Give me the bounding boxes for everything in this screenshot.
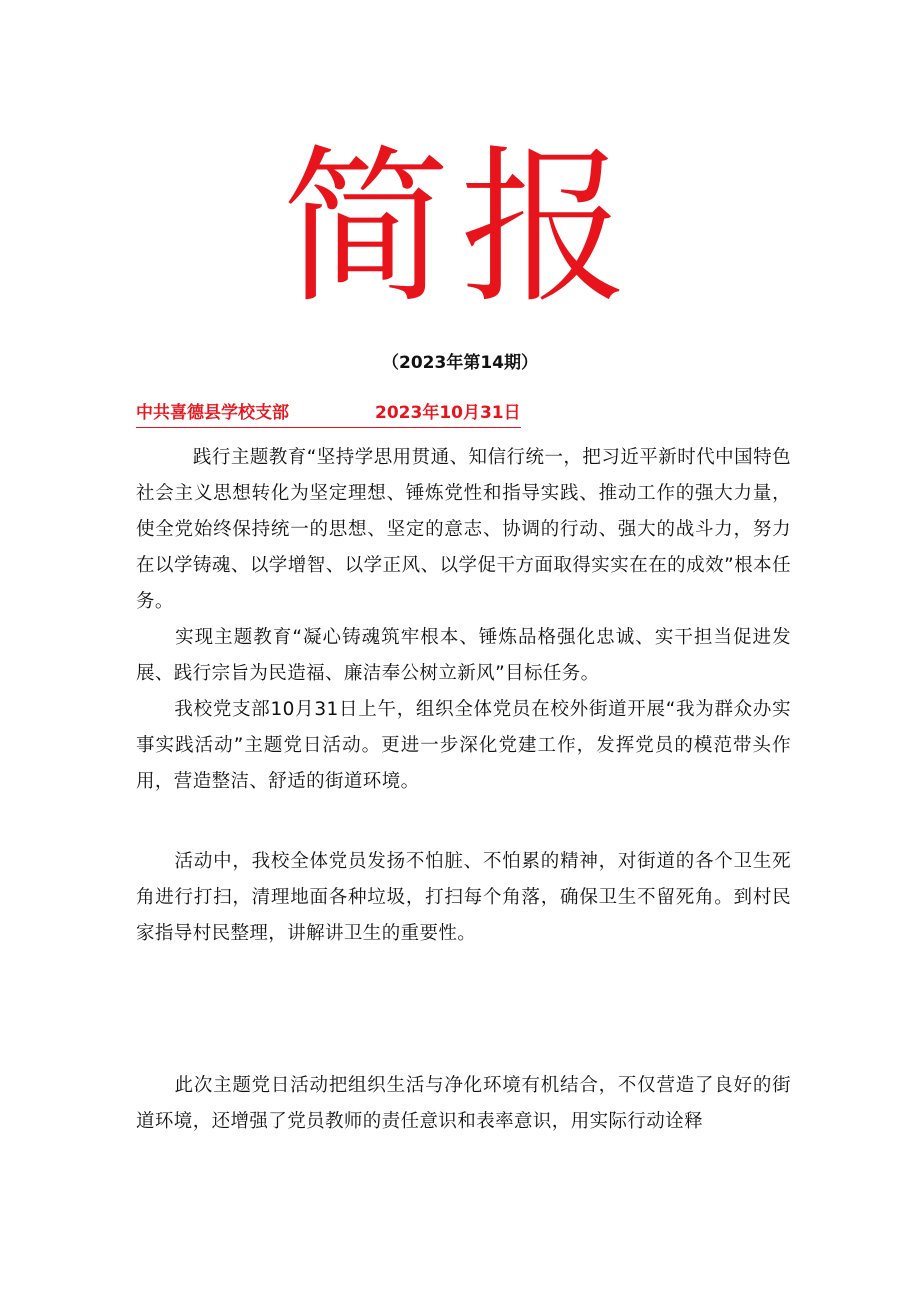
issuer-line — [136, 400, 521, 428]
paragraph-2: 实现主题教育“凝心铸魂筑牢根本、锤炼品格强化忠诚、实干担当促进发展、践行宗旨为民造福、廉洁奉公树立新风”目标任务。 — [136, 627, 791, 684]
issue-number: （2023年第14期） — [382, 353, 538, 373]
issue-date: 2023年10月31日 — [375, 403, 521, 423]
paragraph-3: 我校党支部10月31日上午，组织全体党员在校外街道开展“我为群众办实事实践活动”主题党日活动。更进一步深化党建工作，发挥党员的模范带头作用，营造整洁、舒适的街道环境。 — [136, 699, 791, 792]
masthead-title: 简报 — [282, 130, 638, 326]
paragraph-5: 此次主题党日活动把组织生活与净化环境有机结合，不仅营造了良好的街道环境，还增强了党员教师的责任意识和表率意识，用实际行动诠释 — [136, 1075, 791, 1132]
paragraph-1: 践行主题教育“坚持学思用贯通、知信行统一，把习近平新时代中国特色社会主义思想转化为坚定理想、锤炼党性和指导实践、推动工作的强大力量，使全党始终保持统一的思想、坚定的意志、协调的行动、强大的战斗力，努力在以学铸魂、以学增智、以学正风、以学促干方面取得实实在在的成效”根本任务。 — [136, 447, 791, 612]
issuer-organization: 中共喜德县学校支部 — [136, 403, 289, 423]
paragraph-4: 活动中，我校全体党员发扬不怕脏、不怕累的精神，对街道的各个卫生死角进行打扫，清理地面各种垃圾，打扫每个角落，确保卫生不留死角。到村民家指导村民整理，讲解讲卫生的重要性。 — [136, 851, 791, 944]
